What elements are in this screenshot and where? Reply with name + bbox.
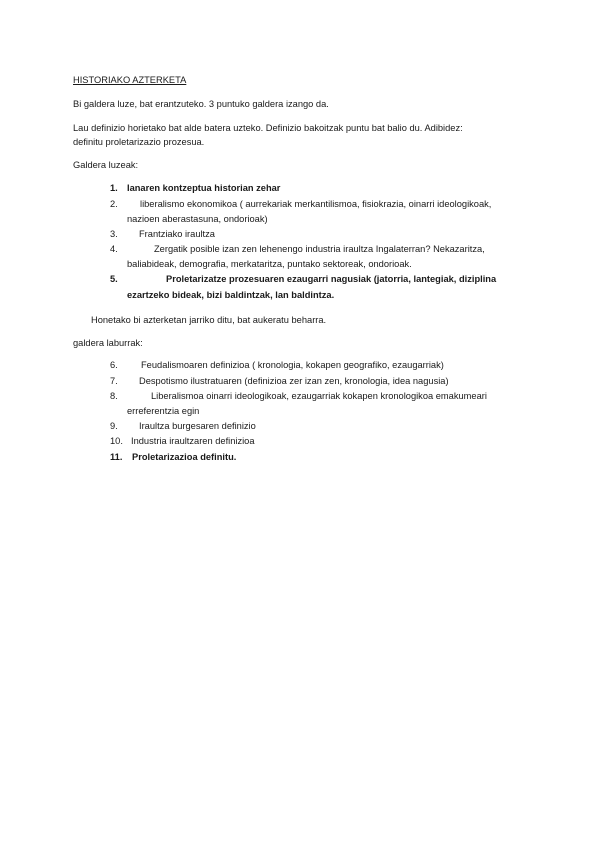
short-question-text: Proletarizazioa definitu. (132, 452, 237, 462)
short-questions-heading: galdera laburrak: (73, 338, 143, 348)
long-question-number: 3. (110, 229, 118, 239)
long-question-text: liberalismo ekonomikoa ( aurrekariak merkantilismoa, fisiokrazia, oinarri ideologikoak, (140, 199, 492, 209)
long-question-text: Proletarizatze prozesuaren ezaugarri nagusiak (jatorria, lantegiak, diziplina (166, 274, 497, 284)
long-question-text: Ianaren kontzeptua historian zehar (127, 183, 281, 193)
long-question-number: 2. (110, 199, 118, 209)
short-question-text: Iraultza burgesaren definizio (139, 421, 256, 431)
definition-note-line2: definitu proletarizazio prozesua. (73, 137, 205, 147)
long-question-text-cont: nazioen aberastasuna, ondorioak) (127, 214, 268, 224)
long-question-number: 5. (110, 274, 118, 284)
short-question-text: Feudalismoaren definizioa ( kronologia, kokapen geografiko, ezaugarriak) (141, 360, 444, 370)
short-question-text: Despotismo ilustratuaren (definizioa zer izan zen, kronologia, idea nagusia) (139, 376, 449, 386)
short-question-number: 8. (110, 391, 118, 401)
short-question-number: 7. (110, 376, 118, 386)
long-questions-note: Honetako bi azterketan jarriko ditu, bat aukeratu beharra. (91, 315, 327, 325)
long-question-text-cont: baliabideak, demografia, merkataritza, puntako sektoreak, ondorioak. (127, 259, 412, 269)
long-question-number: 4. (110, 244, 118, 254)
short-question-text: Industria iraultzaren definizioa (131, 436, 255, 446)
short-question-text-cont: erreferentzia egin (127, 406, 200, 416)
definition-note-line1: Lau definizio horietako bat alde batera uzteko. Definizio bakoitzak puntu bat balio du. Adibidez: (73, 123, 463, 133)
short-question-number: 10. (110, 436, 123, 446)
long-question-text-cont: ezartzeko bideak, bizi baldintzak, lan baldintza. (127, 290, 335, 300)
short-question-number: 6. (110, 360, 118, 370)
short-question-text: Liberalismoa oinarri ideologikoak, ezaugarriak kokapen kronologikoa emakumeari (151, 391, 487, 401)
short-question-number: 9. (110, 421, 118, 431)
short-question-number: 11. (110, 452, 123, 462)
long-question-number: 1. (110, 183, 118, 193)
intro-text: Bi galdera luze, bat erantzuteko. 3 puntuko galdera izango da. (73, 99, 329, 109)
long-question-text: Frantziako iraultza (139, 229, 215, 239)
long-question-text: Zergatik posible izan zen lehenengo industria iraultza Ingalaterran? Nekazaritza, (154, 244, 485, 254)
document-title: HISTORIAKO AZTERKETA (73, 75, 187, 85)
long-questions-heading: Galdera luzeak: (73, 160, 139, 170)
